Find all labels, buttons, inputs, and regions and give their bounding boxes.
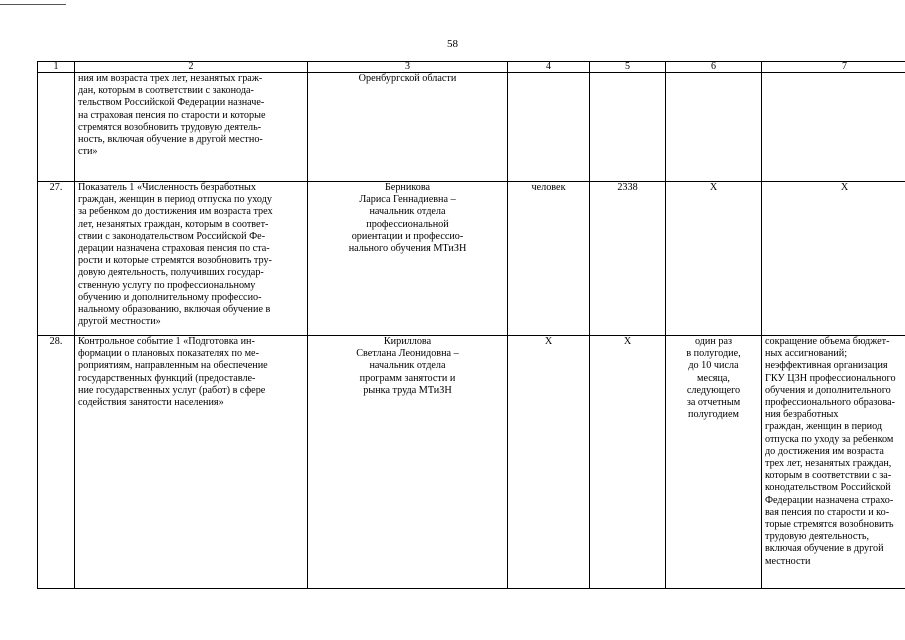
- row-number: 27.: [38, 182, 75, 336]
- row-responsible: Берникова Лариса Геннадиевна – начальник отдела профессиональной ориентации и профессио- нального обучения МТиЗН: [308, 182, 508, 336]
- row-risks: сокращение объема бюджет- ных ассигнований; неэффективная организация ГКУ ЦЗН профессионального обучения и дополнительного профессионального образова- ния безработных граждан, женщин в период отпуска по уходу за ребенком до достижения им возраста трех лет, незанятых граждан, которым в соответствии с за- конодательством Российской Федерации назначена страхо- вая пенсия по старости и ко- торые стремятся возобновить трудовую деятельность, включая обучение в другой местности: [762, 336, 905, 589]
- header-row: [38, 62, 905, 73]
- row-unit: X: [508, 336, 590, 589]
- row-responsible: Оренбургской области: [308, 73, 508, 182]
- row-number: [38, 73, 75, 182]
- row-description: Показатель 1 «Численность безработных граждан, женщин в период отпуска по уходу за ребенком до достижения им возраста трех лет, незанятых граждан, которым в соответ- ствии с законодательством Российской Фе- дерации назначена страховая пенсия по ста- рости и которые стремятся возобновить тру- довую деятельность, получивших государ- ственную услугу по профессиональному обучению и дополнительному профессио- нальному образованию, включая обучение в другой местности»: [75, 182, 308, 336]
- row-periodicity: один раз в полугодие, до 10 числа месяца, следующего за отчетным полугодием: [666, 336, 762, 589]
- row-risks: X: [762, 182, 905, 336]
- header-cell-2: 2: [75, 62, 308, 73]
- row-responsible: Кириллова Светлана Леонидовна – начальник отдела программ занятости и рынка труда МТиЗН: [308, 336, 508, 589]
- row-value: [590, 73, 666, 182]
- top-rule: [0, 0, 66, 5]
- row-description: ния им возраста трех лет, незанятых граж- дан, которым в соответствии с законода- тельством Российской Федерации назначе- на страховая пенсия по старости и которые стремятся возобновить трудовую деятель- ность, включая обучение в другой местно- сти»: [75, 73, 308, 182]
- header-cell-5: 5: [590, 62, 666, 73]
- row-unit: [508, 73, 590, 182]
- header-cell-6: 6: [666, 62, 762, 73]
- row-periodicity: X: [666, 182, 762, 336]
- header-cell-4: 4: [508, 62, 590, 73]
- table-row: [38, 73, 905, 182]
- row-unit: человек: [508, 182, 590, 336]
- data-table: [37, 61, 905, 589]
- row-number: 28.: [38, 336, 75, 589]
- row-periodicity: [666, 73, 762, 182]
- table-row: [38, 182, 905, 336]
- header-cell-3: 3: [308, 62, 508, 73]
- page-number: 58: [447, 38, 458, 50]
- table-row: [38, 336, 905, 589]
- row-value: 2338: [590, 182, 666, 336]
- header-cell-7: 7: [762, 62, 905, 73]
- row-value: X: [590, 336, 666, 589]
- row-description: Контрольное событие 1 «Подготовка ин- формации о плановых показателях по ме- роприятиям, направленным на обеспечение государственных функций (предоставле- ние государственных услуг (работ) в сфере содействия занятости населения»: [75, 336, 308, 589]
- header-cell-1: 1: [38, 62, 75, 73]
- row-risks: [762, 73, 905, 182]
